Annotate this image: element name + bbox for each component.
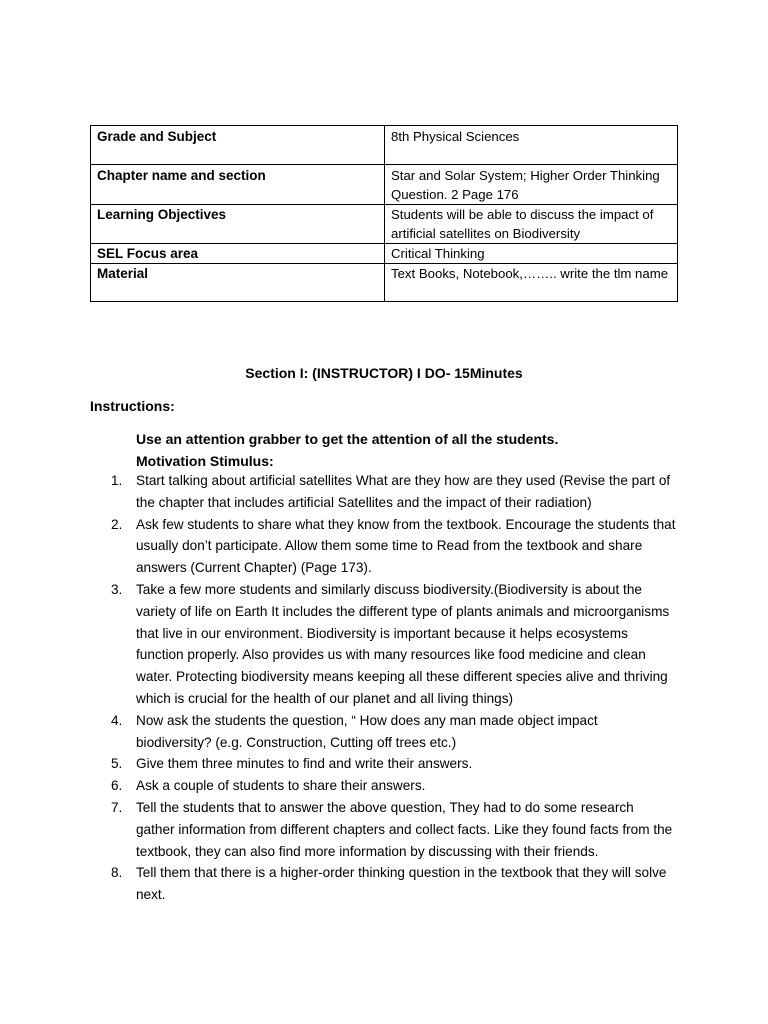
list-item xyxy=(111,775,676,797)
list-number: 8. xyxy=(111,865,123,881)
objectives-value: Students will be able to discuss the impact of artificial satellites on Biodiversity xyxy=(385,205,678,244)
list-item xyxy=(111,862,676,906)
table-row xyxy=(91,244,678,264)
list-item xyxy=(111,797,676,862)
list-item-text: Start talking about artificial satellites What are they how are they used (Revise the part of the chapter that includes artificial Satellites and the impact of their radiation) xyxy=(136,473,671,510)
list-item-text: Now ask the students the question, “ How does any man made object impact biodiversity? (e.g. Construction, Cutting off trees etc.) xyxy=(136,712,598,750)
list-item xyxy=(111,579,676,710)
grade-subject-label: Grade and Subject xyxy=(91,126,385,165)
list-number: 6. xyxy=(111,778,123,794)
table-row xyxy=(91,126,678,165)
chapter-label: Chapter name and section xyxy=(91,165,385,205)
attention-grabber-text: Use an attention grabber to get the attention of all the students. xyxy=(136,431,559,447)
list-number: 1. xyxy=(111,473,123,488)
table-row xyxy=(91,264,678,302)
list-item-text: Ask a couple of students to share their answers. xyxy=(136,778,426,794)
grade-subject-value: 8th Physical Sciences xyxy=(385,126,678,165)
sel-focus-value: Critical Thinking xyxy=(385,244,678,264)
list-number: 7. xyxy=(111,799,123,815)
table-row xyxy=(91,205,678,244)
section-title: Section I: (INSTRUCTOR) I DO- 15Minutes xyxy=(245,365,523,381)
lesson-info-table xyxy=(90,125,678,302)
list-item-text: Tell the students that to answer the above question, They had to do some research gather information from different chapters and collect facts. Like they found facts from the textbook, they can also find more information by discussing with their friends. xyxy=(136,799,673,859)
list-item-text: Take a few more students and similarly discuss biodiversity.(Biodiversity is about the variety of life on Earth It includes the different type of plants animals and microorganisms that live in our environment. Biodiversity is important because it helps ecosystems function properly. Also provides us with many resources like food medicine and clean water. Protecting biodiversity means keeping all these different species alive and thriving which is crucial for the health of our planet and all living things) xyxy=(136,581,670,706)
list-item xyxy=(111,753,676,775)
list-item-text: Tell them that there is a higher-order thinking question in the textbook that they will solve next. xyxy=(136,865,667,903)
list-number: 4. xyxy=(111,712,123,728)
motivation-block xyxy=(136,428,696,472)
material-value: Text Books, Notebook,…….. write the tlm name xyxy=(385,264,678,302)
list-item xyxy=(111,710,676,754)
chapter-value: Star and Solar System; Higher Order Thinking Question. 2 Page 176 xyxy=(385,165,678,205)
sel-focus-label: SEL Focus area xyxy=(91,244,385,264)
motivation-heading: Motivation Stimulus: xyxy=(136,453,274,469)
list-item xyxy=(111,514,676,579)
list-item xyxy=(111,470,676,514)
list-item-text: Ask few students to share what they know from the textbook. Encourage the students that usually don’t participate. Allow them some time to Read from the textbook and share answers (Current Chapter) (Page 173). xyxy=(136,516,676,576)
list-number: 5. xyxy=(111,756,123,772)
objectives-label: Learning Objectives xyxy=(91,205,385,244)
list-number: 2. xyxy=(111,516,123,532)
material-label: Material xyxy=(91,264,385,302)
list-number: 3. xyxy=(111,581,123,597)
instructions-heading: Instructions: xyxy=(90,398,175,414)
steps-list xyxy=(111,470,676,906)
table-row xyxy=(91,165,678,205)
list-item-text: Give them three minutes to find and write their answers. xyxy=(136,756,473,772)
